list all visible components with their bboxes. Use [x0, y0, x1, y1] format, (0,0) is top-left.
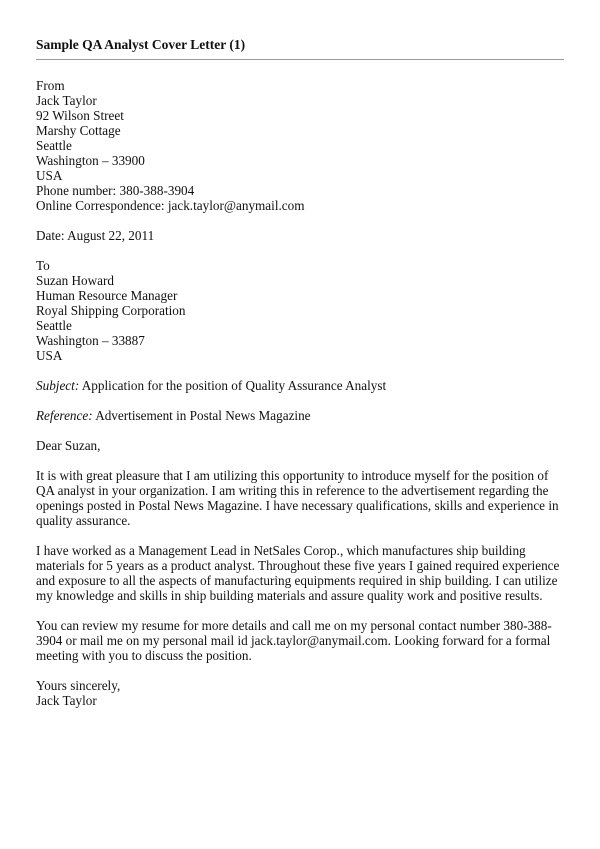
sender-name: Jack Taylor — [36, 93, 97, 108]
salutation-text: Dear Suzan, — [36, 438, 101, 453]
reference-line — [36, 408, 564, 423]
recipient-country: USA — [36, 348, 63, 363]
salutation — [36, 438, 564, 453]
sender-city: Seattle — [36, 138, 72, 153]
reference-label: Reference: — [36, 408, 93, 423]
paragraph-line: materials for 5 years as a product analyst. Throughout these five years I gained required experience — [36, 558, 560, 573]
sender-label: From — [36, 78, 65, 93]
paragraph-line: I have worked as a Management Lead in NetSales Corop., which manufactures ship building — [36, 543, 526, 558]
sender-street: 92 Wilson Street — [36, 108, 124, 123]
sender-state-zip: Washington – 33900 — [36, 153, 145, 168]
date-text: Date: August 22, 2011 — [36, 228, 155, 243]
reference-text: Advertisement in Postal News Magazine — [92, 408, 311, 423]
paragraph-line: my knowledge and skills in ship building materials and assure quality work and positive results. — [36, 588, 543, 603]
subject-line — [36, 378, 564, 393]
recipient-company: Royal Shipping Corporation — [36, 303, 186, 318]
paragraph-line: meeting with you to discuss the position. — [36, 648, 252, 663]
closing — [36, 678, 564, 708]
recipient-address — [36, 258, 564, 363]
document-title: Sample QA Analyst Cover Letter (1) — [36, 37, 246, 52]
recipient-title: Human Resource Manager — [36, 288, 178, 303]
recipient-name: Suzan Howard — [36, 273, 115, 288]
sender-building: Marshy Cottage — [36, 123, 121, 138]
sender-country: USA — [36, 168, 63, 183]
body-paragraph-2 — [36, 543, 564, 603]
paragraph-line: openings posted in Postal News Magazine. I have necessary qualifications, skills and experience in — [36, 498, 559, 513]
paragraph-line: It is with great pleasure that I am utilizing this opportunity to introduce myself for the position of — [36, 468, 549, 483]
subject-label: Subject: — [36, 378, 80, 393]
recipient-state-zip: Washington – 33887 — [36, 333, 145, 348]
paragraph-line: quality assurance. — [36, 513, 131, 528]
sender-phone: Phone number: 380-388-3904 — [36, 183, 195, 198]
paragraph-line: QA analyst in your organization. I am writing this in reference to the advertisement regarding the — [36, 483, 549, 498]
sender-address — [36, 78, 564, 213]
body-paragraph-1 — [36, 468, 564, 528]
paragraph-line: and exposure to all the aspects of manufacturing equipments required in ship building. I can utilize — [36, 573, 558, 588]
signature-name: Jack Taylor — [36, 693, 97, 708]
valediction: Yours sincerely, — [36, 678, 121, 693]
letter-page — [36, 36, 564, 723]
subject-text: Application for the position of Quality Assurance Analyst — [79, 378, 387, 393]
recipient-label: To — [36, 258, 50, 273]
sender-email: Online Correspondence: jack.taylor@anymail.com — [36, 198, 305, 213]
paragraph-line: 3904 or mail me on my personal mail id jack.taylor@anymail.com. Looking forward for a formal — [36, 633, 551, 648]
recipient-city: Seattle — [36, 318, 72, 333]
title-divider — [36, 59, 564, 60]
paragraph-line: You can review my resume for more details and call me on my personal contact number 380-388- — [36, 618, 552, 633]
letter-date — [36, 228, 564, 243]
body-paragraph-3 — [36, 618, 564, 663]
